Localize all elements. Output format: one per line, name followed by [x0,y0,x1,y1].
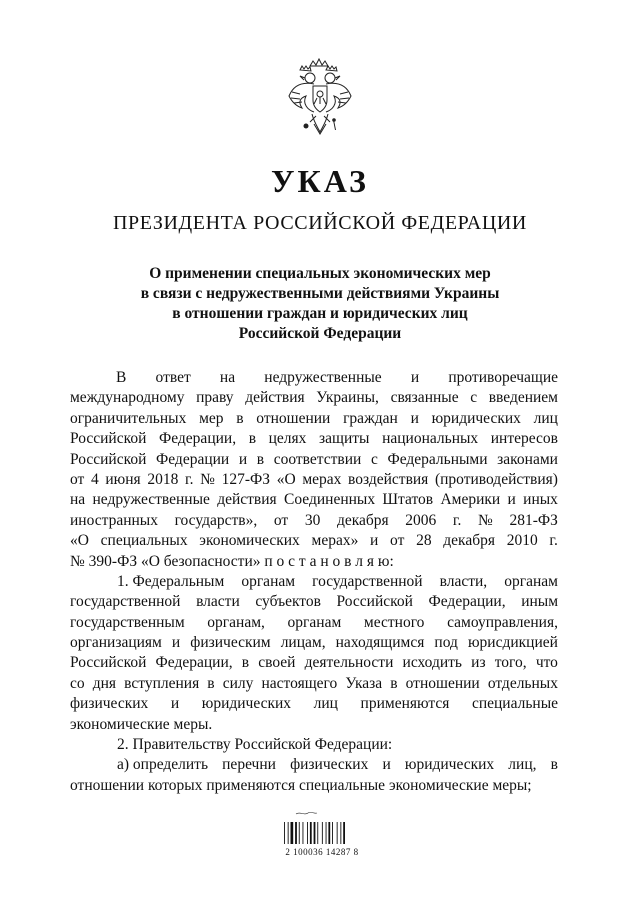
text-word: международному [70,389,185,407]
text-line [70,755,558,775]
text-line [70,552,558,572]
item-2-text: 2. Правительству Российской Федерации: [117,736,393,754]
text-word: и [238,450,248,468]
text-word: и [171,634,181,652]
text-word: граждан [343,409,398,427]
text-word: отношении [256,409,331,427]
text-word: № [478,511,493,529]
barcode-bar [317,822,318,844]
text-word: г. [452,511,462,529]
text-line [70,592,558,612]
text-word: «О [70,532,89,550]
text-word: экономические меры. [70,715,213,733]
text-line [70,633,558,653]
text-word: власти [196,593,240,611]
text-word: Российской [336,593,413,611]
text-word: № 390-ФЗ «О безопасности» п о с т а н о в л я ю: [70,552,394,570]
item-2a-paragraph [70,755,558,796]
text-word: настоящего [261,674,338,692]
text-line [70,531,558,551]
text-word: Российской [70,450,147,468]
text-word: Федерации, [428,593,506,611]
text-word: иным [521,593,558,611]
text-word: под [434,634,458,652]
text-word: декабря [443,532,495,550]
text-word: в [236,409,244,427]
text-word: специальные [471,695,558,713]
text-word: 1. Федеральным [117,572,225,590]
barcode-bar [343,822,345,844]
barcode-bar [284,822,285,844]
text-word: в [550,756,558,774]
text-word: своей [258,654,296,672]
text-word: находящимся [335,634,425,652]
barcode-bar [328,822,330,844]
text-word: Америки [440,491,501,509]
text-word: Федеральными [387,450,488,468]
text-word: органам, [207,613,265,631]
text-word: физических [290,756,369,774]
text-word: перечни [222,756,276,774]
text-word: Штатов [382,491,434,509]
heading-line: О применении специальных экономических мер [149,265,491,282]
text-word: силу [222,674,254,692]
heading-line: в связи с недружественными действиями Украины [140,285,500,302]
text-line [70,572,558,592]
barcode-bar [314,822,316,844]
text-word: деятельности [304,654,394,672]
text-word: исходить [402,654,462,672]
text-line [70,429,558,449]
text-word: отдельных [487,674,558,692]
text-word: иных [523,491,558,509]
heading-line: Российской Федерации [238,325,402,342]
text-word: и [410,369,420,386]
text-word: юридических [404,756,495,774]
text-word: и [382,756,391,774]
barcode-bar [332,822,333,844]
text-line [70,674,558,694]
text-word: местного [363,613,425,631]
barcode-bar [340,822,341,844]
text-word: противоречащие [448,369,558,386]
text-word: В [116,369,127,386]
text-word: 2018 [147,470,179,488]
text-word: Федерации, [155,654,233,672]
text-word: иностранных [70,511,158,529]
text-word: со [70,674,85,692]
text-word: недружественные [92,491,210,509]
text-word: организациям [70,634,162,652]
text-word: праву [196,389,234,407]
barcode-bar [337,822,338,844]
text-word: юрисдикцией [467,634,558,652]
text-word: того, [494,654,527,672]
text-word: Украины, [316,389,379,407]
text-word: на [70,491,86,509]
text-word: физических [70,695,149,713]
barcode-bar [291,822,294,844]
text-word: связанные [390,389,459,407]
text-word: мерах [302,470,342,488]
barcode-bar [310,822,312,844]
document-title: УКАЗ [271,163,369,199]
text-word: декабря [336,511,389,529]
text-word: Федерации, [159,430,237,448]
preamble-paragraph [70,368,558,572]
text-word: от [70,470,85,488]
text-word: вступления [124,674,200,692]
text-word: самоуправления, [447,613,558,631]
text-line [70,694,558,714]
text-word: от [273,511,289,529]
text-word: физическим [190,634,271,652]
text-word: а) определить [117,756,209,774]
text-word: юридических [431,409,521,427]
text-word: юридических [201,695,292,713]
text-word: и [370,532,379,550]
text-line [70,388,558,408]
barcode-bar [322,822,323,844]
text-word: 2010 [506,532,538,550]
text-word: Указа [345,674,383,692]
text-word: государственным [70,613,185,631]
item-2-paragraph [70,735,558,755]
text-word: введением [488,389,558,407]
text-word: г. [185,470,194,488]
text-word: от [390,532,405,550]
text-word: и [507,491,516,509]
text-word: органам [287,613,342,631]
text-word: с [470,389,478,407]
text-line [70,490,558,510]
barcode-bar [288,822,289,844]
text-word: мер [199,409,224,427]
text-word: недружественные [264,369,382,386]
text-line [70,715,558,735]
text-word: ответ [155,369,191,386]
text-word: из [471,654,486,672]
text-word: лиц [313,695,338,713]
text-word: 281-ФЗ [509,511,558,529]
barcode-bar [303,822,304,844]
barcode-bar [295,822,297,844]
text-word: с [370,450,378,468]
text-word: лиц, [508,756,537,774]
item-1-paragraph [70,572,558,735]
text-word: в [241,654,250,672]
text-word: ограничительных [70,409,187,427]
text-word: в [248,430,257,448]
text-word: дня [92,674,117,692]
text-word: (противодействия) [434,470,558,488]
text-word: 127-ФЗ [221,470,271,488]
text-word: № [200,470,215,488]
text-word: Российской [70,430,147,448]
barcode-bar [307,822,308,844]
text-word: «О [276,470,296,488]
text-word: 30 [304,511,321,529]
text-word: специальных [100,532,188,550]
text-line [70,409,558,429]
text-line [70,613,558,633]
text-word: органам [504,572,558,590]
coat-of-arms-emblem [286,56,354,138]
text-word: применяются [360,695,450,713]
barcode-bar [326,822,327,844]
text-word: и [170,695,180,713]
text-word: отношении которых применяются специальные экономические меры; [70,776,532,794]
text-line [70,450,558,470]
text-word: июня [105,470,141,488]
text-word: государственной [70,593,181,611]
text-word: на [219,369,236,386]
text-word: мерах» [311,532,359,550]
text-word: и [410,409,419,427]
text-word: что [535,654,558,672]
text-word: лиц [533,409,558,427]
text-word: целях [268,430,307,448]
text-word: экономических [199,532,300,550]
text-word: в [390,674,398,692]
text-word: действия [245,389,305,407]
text-word: государственной [312,572,423,590]
text-word: отношении [405,674,480,692]
barcode-number: 2 100036 14287 8 [285,847,359,857]
text-word: законами [497,450,558,468]
text-word: Российской [70,654,147,672]
text-line [70,776,558,796]
text-line [70,470,558,490]
text-word: лицам, [280,634,326,652]
text-line [70,511,558,531]
barcode-bar [299,822,300,844]
text-word: защиты [319,430,370,448]
text-word: Федерации [156,450,230,468]
text-word: действия [217,491,277,509]
decree-heading [100,264,540,344]
text-word: Соединенных [284,491,376,509]
text-word: 4 [90,470,99,488]
text-word: власти, [439,572,488,590]
text-word: государств», [174,511,258,529]
document-subtitle: ПРЕЗИДЕНТА РОССИЙСКОЙ ФЕДЕРАЦИИ [113,212,527,234]
text-word: интересов [490,430,558,448]
text-word: г. [549,532,558,550]
text-line [70,653,558,673]
text-word: в [256,450,265,468]
decree-body [70,368,558,796]
text-word: национальных [382,430,479,448]
text-word: органам [241,572,296,590]
heading-line: в отношении граждан и юридических лиц [172,305,468,322]
text-word: соответствии [273,450,362,468]
text-word: в [207,674,215,692]
text-word: 28 [416,532,432,550]
text-word: воздействия [348,470,429,488]
text-word: субъектов [255,593,321,611]
text-line [70,368,558,388]
text-word: 2006 [405,511,437,529]
